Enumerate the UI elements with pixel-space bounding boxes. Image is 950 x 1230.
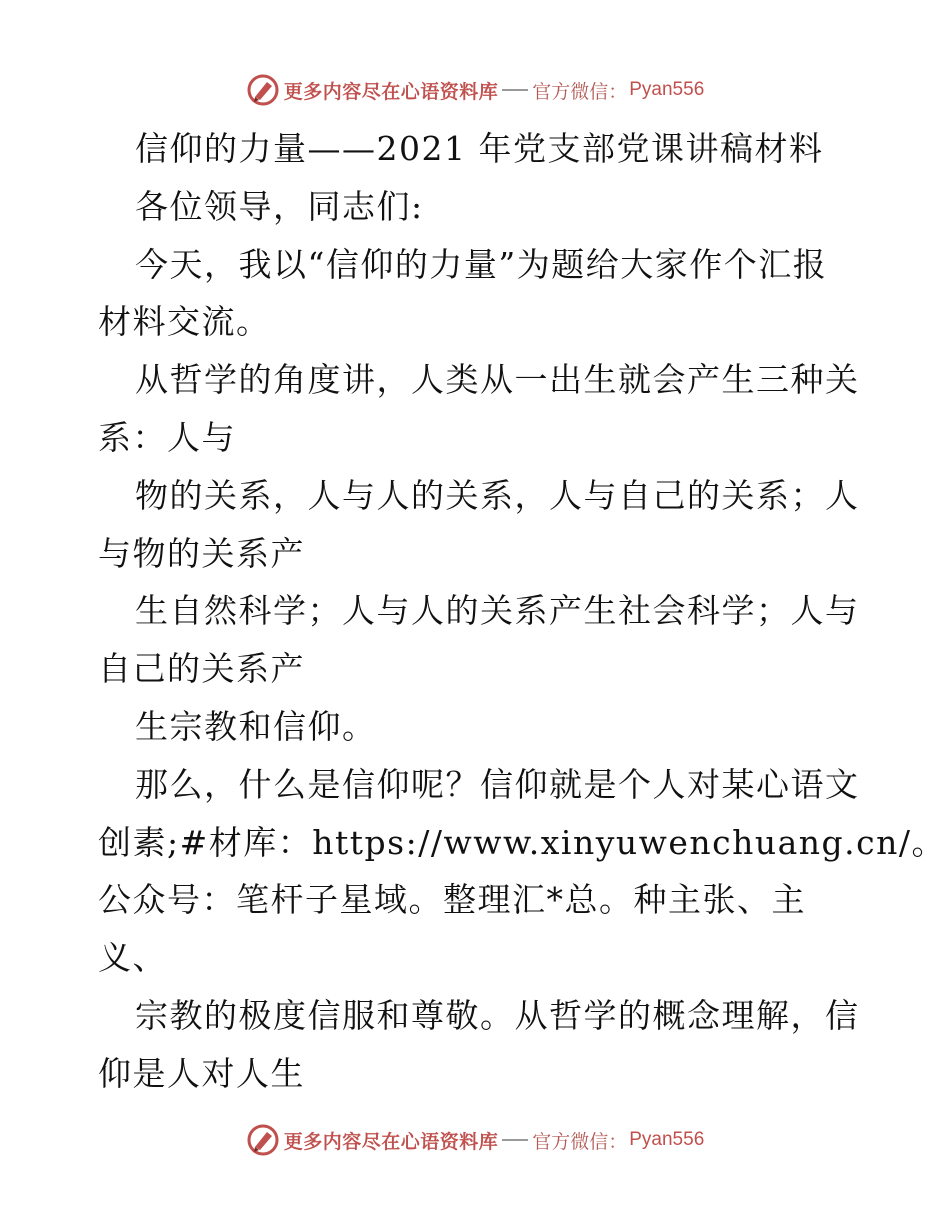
doc-line: 生自然科学；人与人的关系产生社会科学；人与 (135, 591, 860, 631)
banner-title: 更多内容尽在心语资料库 (283, 80, 499, 103)
doc-line: 义、 (98, 938, 167, 978)
doc-line: 那么，什么是信仰呢？信仰就是个人对某心语文 (135, 764, 860, 804)
doc-line: 宗教的极度信服和尊敬。从哲学的概念理解，信 (135, 995, 860, 1035)
logo-icon (246, 73, 280, 107)
doc-line: 仰是人对人生 (98, 1053, 305, 1093)
doc-line: 今天，我以“信仰的力量”为题给大家作个汇报 (135, 244, 828, 284)
doc-line: 公众号：笔杆子星域。整理汇*总。种主张、主 (98, 880, 806, 920)
banner-label: 官方微信： (532, 1130, 628, 1153)
banner-wechat-id: Pyan556 (629, 1129, 705, 1150)
doc-line: 系：人与 (98, 417, 236, 457)
doc-line: 创素;#材库：https://www.xinyuwenchuang.cn/。 (98, 822, 947, 862)
doc-line: 自己的关系产 (98, 649, 305, 689)
banner-label: 官方微信： (532, 80, 628, 103)
banner-dash (502, 1139, 528, 1141)
doc-line: 材料交流。 (98, 302, 271, 342)
doc-line: 物的关系，人与人的关系，人与自己的关系；人 (135, 475, 860, 515)
header-banner (0, 70, 950, 110)
doc-line: 与物的关系产 (98, 533, 305, 573)
document-body (98, 120, 947, 1103)
banner-title: 更多内容尽在心语资料库 (283, 1130, 499, 1153)
doc-line: 从哲学的角度讲，人类从一出生就会产生三种关 (135, 360, 860, 400)
logo-icon (246, 1123, 280, 1157)
banner-dash (502, 89, 528, 91)
footer-banner (0, 1120, 950, 1160)
banner-wechat-id: Pyan556 (629, 79, 705, 100)
doc-title: 信仰的力量——2021 年党支部党课讲稿材料 (135, 129, 824, 168)
doc-line: 生宗教和信仰。 (135, 706, 377, 746)
doc-line: 各位领导，同志们: (135, 186, 424, 226)
